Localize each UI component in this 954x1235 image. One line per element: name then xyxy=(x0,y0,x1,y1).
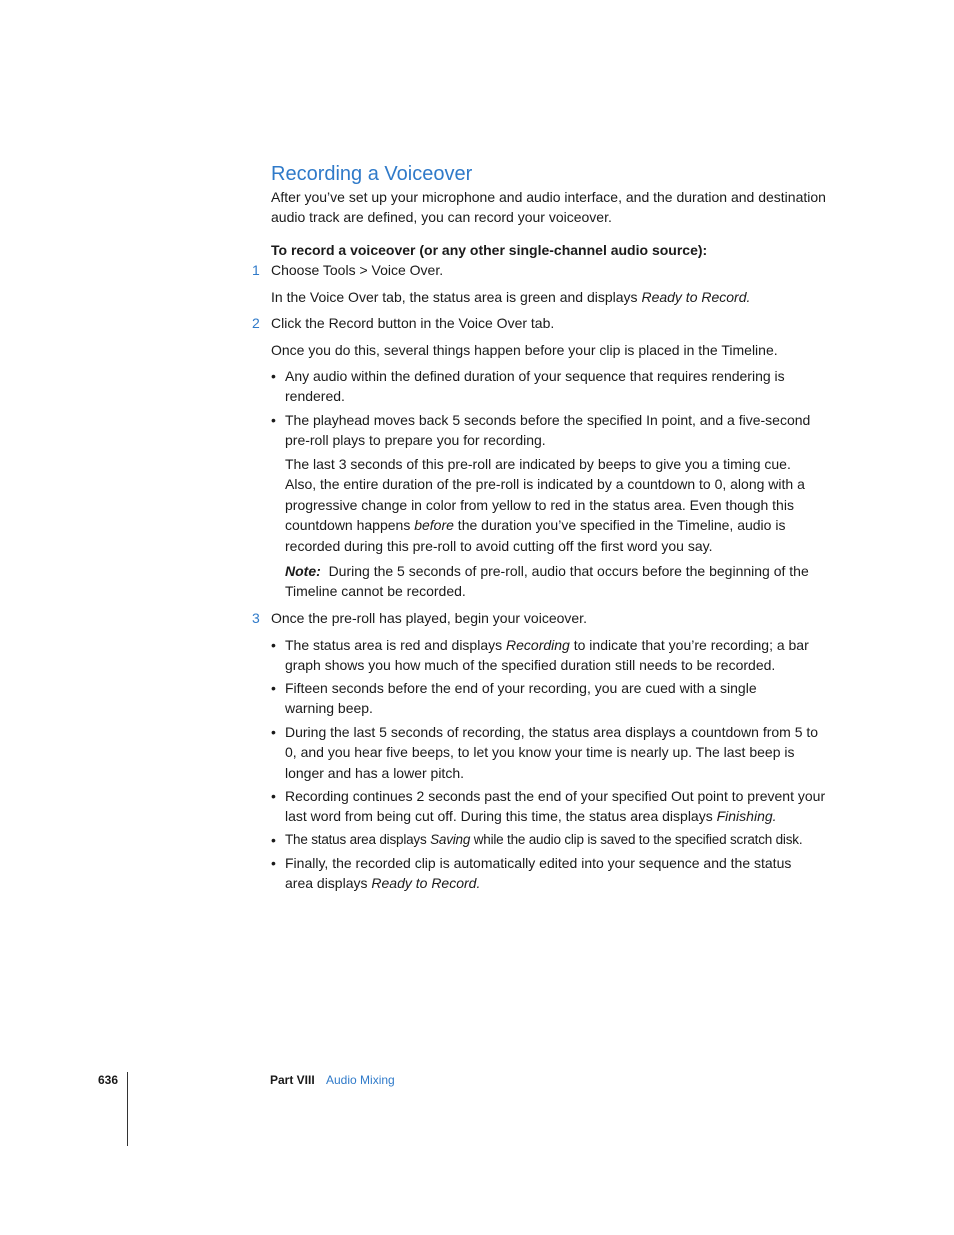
step2-bullet-2: The playhead moves back 5 seconds before the specified In point, and a five-second pre-roll plays to prepare you for recording. xyxy=(285,412,811,449)
bullet-marker: • xyxy=(271,412,276,428)
note-label: Note: xyxy=(285,563,321,579)
section-label: Audio Mixing xyxy=(326,1073,395,1087)
page-number: 636 xyxy=(98,1073,119,1087)
step-text-2: Click the Record button in the Voice Over tab. xyxy=(271,315,555,331)
section-heading: Recording a Voiceover xyxy=(271,163,473,185)
bullet-marker: • xyxy=(271,832,276,848)
preroll-paragraph: The last 3 seconds of this pre-roll are indicated by beeps to give you a timing cue. Also, the entire duration of the pre-roll is indicated by a countdown to 0, along with a progressive change in color from yellow to red in the status area. Even though this countdown happens before the duration you’ve specified in the Timeline, audio is recorded during this pre-roll to avoid cutting off the first word you say. xyxy=(285,456,805,554)
part-label: Part VIII xyxy=(270,1073,315,1087)
step3-bullet-5: The status area displays Saving while the audio clip is saved to the specified scratch disk. xyxy=(285,832,803,847)
bullet-marker: • xyxy=(271,680,276,696)
step2-result: Once you do this, several things happen before your clip is placed in the Timeline. xyxy=(271,342,778,358)
step1-result: In the Voice Over tab, the status area is green and displays Ready to Record. xyxy=(271,289,751,305)
step3-bullet-4: Recording continues 2 seconds past the end of your specified Out point to prevent your last word from being cut off. During this time, the status area displays Finishing. xyxy=(285,788,826,825)
bullet-marker: • xyxy=(271,724,276,740)
intro-paragraph: After you’ve set up your microphone and audio interface, and the duration and destination audio track are defined, you can record your voiceover. xyxy=(271,189,826,226)
step3-bullet-3: During the last 5 seconds of recording, the status area displays a countdown from 5 to 0, and you hear five beeps, to let you know your time is nearly up. The last beep is longer and has a lower pitch. xyxy=(285,724,819,781)
bullet-marker: • xyxy=(271,368,276,384)
note-paragraph: Note: During the 5 seconds of pre-roll, audio that occurs before the beginning of the Timeline cannot be recorded. xyxy=(285,563,809,600)
step-number-3: 3 xyxy=(252,610,260,626)
step2-bullet-1: Any audio within the defined duration of your sequence that requires rendering is rendered. xyxy=(285,368,785,405)
bullet-marker: • xyxy=(271,788,276,804)
footer-divider xyxy=(127,1072,128,1146)
task-heading: To record a voiceover (or any other single-channel audio source): xyxy=(271,242,708,258)
step-number-2: 2 xyxy=(252,315,260,331)
bullet-marker: • xyxy=(271,855,276,871)
step3-bullet-1: The status area is red and displays Recording to indicate that you’re recording; a bar graph shows you how much of the specified duration still needs to be recorded. xyxy=(285,637,809,674)
step3-bullet-2: Fifteen seconds before the end of your recording, you are cued with a single warning beep. xyxy=(285,680,757,717)
bullet-marker: • xyxy=(271,637,276,653)
step-text-3: Once the pre-roll has played, begin your voiceover. xyxy=(271,610,587,626)
step-number-1: 1 xyxy=(252,262,260,278)
step-text-1: Choose Tools > Voice Over. xyxy=(271,262,444,278)
step3-bullet-6: Finally, the recorded clip is automatically edited into your sequence and the status area displays Ready to Record. xyxy=(285,855,792,892)
